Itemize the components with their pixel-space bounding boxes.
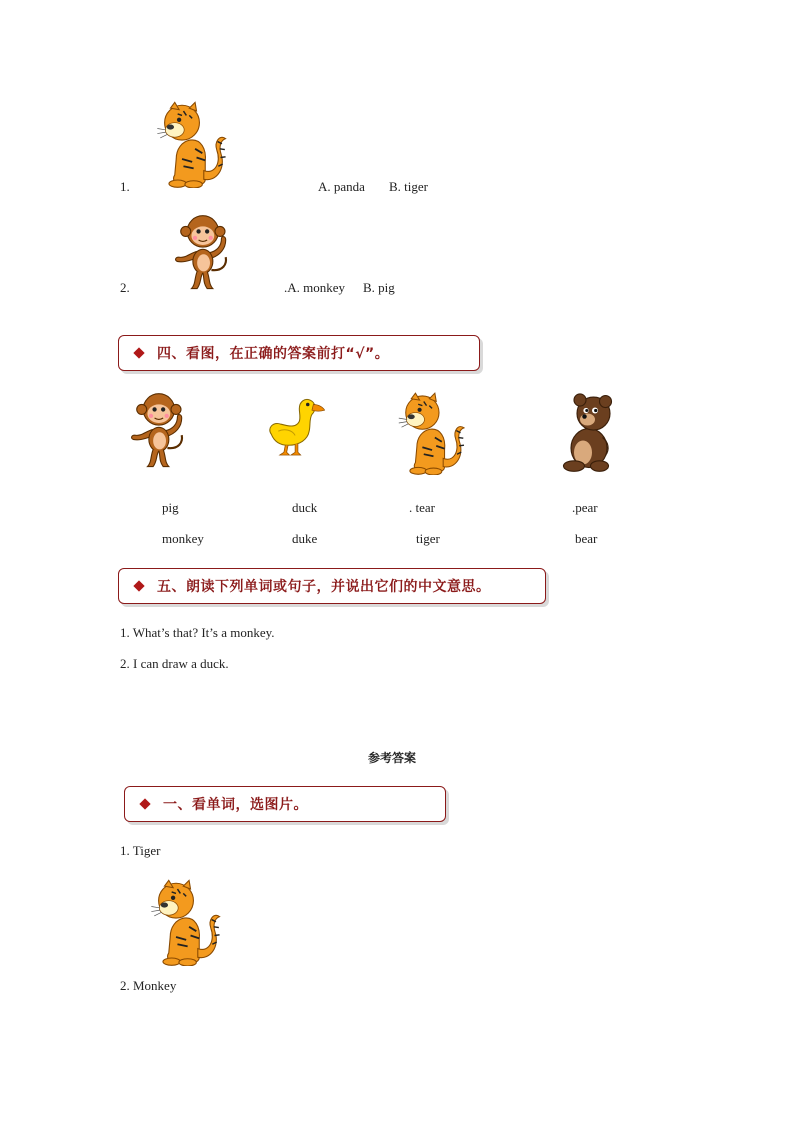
animal-1-option-2[interactable]: monkey	[162, 531, 204, 546]
tiger-icon	[132, 876, 236, 966]
question-2-option-b[interactable]: B. pig	[363, 280, 395, 295]
animal-1-option-1[interactable]: pig	[162, 500, 179, 515]
answers-section-1-header	[124, 786, 446, 822]
duck-icon	[260, 394, 326, 460]
diamond-bullet-icon	[139, 798, 150, 809]
monkey-icon	[122, 388, 190, 468]
animal-3-option-1[interactable]: . tear	[409, 500, 435, 515]
section-5-line-1: 1. What’s that? It’s a monkey.	[120, 625, 275, 640]
animal-2-option-2[interactable]: duke	[292, 531, 318, 546]
section-5-line-2: 2. I can draw a duck.	[120, 656, 229, 671]
question-1-number: 1.	[120, 179, 130, 194]
animal-3-option-2[interactable]: tiger	[416, 531, 440, 546]
answer-item-2: 2. Monkey	[120, 978, 177, 993]
diamond-bullet-icon	[133, 580, 144, 591]
section-4-header	[118, 335, 480, 371]
question-2-option-a[interactable]: .A. monkey	[284, 280, 346, 295]
question-2-number: 2.	[120, 280, 130, 295]
answers-section-1-title: 一、看单词，选图片。	[163, 797, 308, 813]
section-5-header	[118, 568, 546, 604]
monkey-icon	[165, 210, 235, 290]
bear-icon	[556, 392, 616, 474]
question-1-option-b[interactable]: B. tiger	[389, 179, 428, 194]
animal-4-option-2[interactable]: bear	[575, 531, 598, 546]
animal-2-option-1[interactable]: duck	[292, 500, 318, 515]
section-4-title: 四、看图，在正确的答案前打“√”。	[157, 346, 390, 362]
tiger-icon	[138, 98, 242, 188]
answer-item-1: 1. Tiger	[120, 843, 161, 858]
tiger-icon	[380, 389, 480, 475]
animal-4-option-1[interactable]: .pear	[572, 500, 598, 515]
diamond-bullet-icon	[133, 347, 144, 358]
section-5-title: 五、朗读下列单词或句子，并说出它们的中文意思。	[157, 579, 491, 595]
answers-heading: 参考答案	[368, 751, 417, 765]
question-1-option-a[interactable]: A. panda	[318, 179, 365, 194]
